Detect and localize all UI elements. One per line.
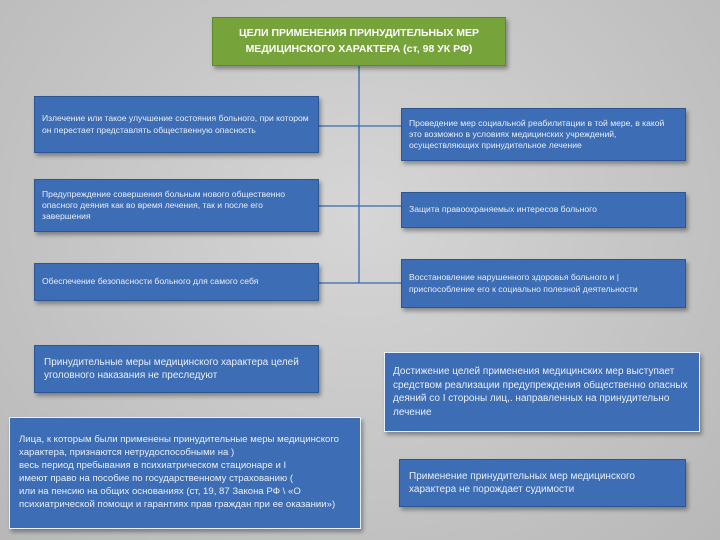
goal-rehabilitation-box: Проведение мер социальной реабилитации в той мере, в какой это возможно в условиях медицинских учреждений, осуществляющих принудительное лечение (401, 108, 686, 161)
note-criminal-record-box: Применение принудительных мер медицинского характера не порождает судимости (399, 459, 686, 507)
goal-interests-box: Защита правоохраняемых интересов больного (401, 192, 686, 228)
goal-recovery-box: Восстановление нарушенного здоровья больного и | приспособление его к социально полезной деятельности (401, 259, 686, 308)
note-prevention-box: Достижение целей применения медицинских мер выступает средством реализации предупреждения общественно опасных деяний со I стороны лиц,. направленных на принудительно лечение (384, 352, 700, 432)
note-punishment-box: Принудительные меры медицинского характера целей уголовного наказания не преследуют (34, 345, 319, 393)
diagram-title: ЦЕЛИ ПРИМЕНЕНИЯ ПРИНУДИТЕЛЬНЫХ МЕР МЕДИЦИНСКОГО ХАРАКТЕРА (ст, 98 УК РФ) (212, 17, 506, 66)
goal-prevention-box: Предупреждение совершения больным нового общественно опасного деяния как во время лечения, так и после его завершения (34, 179, 319, 232)
note-pension-box: Лица, к которым были применены принудительные меры медицинского характера, признаются нетрудоспособными на ) весь период пребывания в психиатрическом стационаре и I имеют право на пособие по государственному страхованию ( или на пенсию на общих основаниях (ст, 19, 87 Закона РФ \ «О психиатрической помощи и гарантиях прав граждан при ее оказании») (9, 417, 361, 529)
goal-treatment-box: Излечение или такое улучшение состояния больного, при котором он перестает представлять общественную опасность (34, 96, 319, 153)
goal-safety-box: Обеспечение безопасности больного для самого себя (34, 263, 319, 301)
